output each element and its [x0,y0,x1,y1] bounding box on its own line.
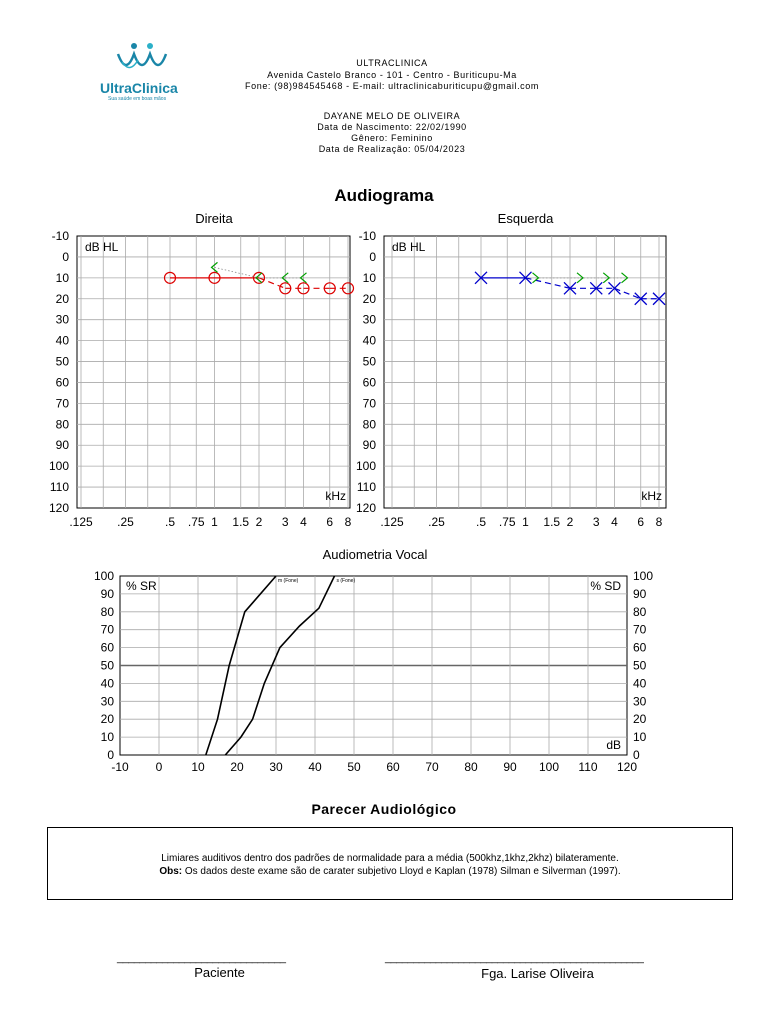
y2-tick-label: 90 [633,586,647,601]
y2-tick-label: 30 [633,694,647,709]
y-tick-label: -10 [358,229,376,243]
y2-axis-label: % SD [590,579,621,593]
x-tick-label: 8 [344,515,352,529]
x-axis-label: dB [606,738,621,752]
y-tick-label: 100 [48,459,69,474]
conclusion-obs [47,866,733,877]
obs-text: Os dados deste exame são de carater subjetivo Lloyd e Kaplan (1978) Silman e Silverman (1997). [182,866,621,877]
right-ear-audiogram [0,225,360,530]
professional-signature-label: Fga. Larise Oliveira [481,966,594,981]
y-tick-label: 40 [362,333,376,348]
y-tick-label: 70 [362,396,376,411]
y-tick-label: 50 [55,354,69,369]
y-tick-label: 80 [100,604,114,619]
y2-tick-label: 20 [633,712,647,727]
patient-signature-label: Paciente [194,965,245,980]
clinic-name: ULTRACLINICA [356,58,428,68]
y2-tick-label: 0 [633,748,640,762]
page-title: Audiograma [334,186,434,205]
x-tick-label: 1.5 [232,515,250,529]
x-tick-label: 90 [503,760,517,774]
y-tick-label: 20 [55,291,69,306]
y-tick-label: 90 [55,438,69,453]
x-tick-label: .5 [475,515,487,529]
y-tick-label: 70 [100,622,114,637]
y-tick-label: 100 [355,459,376,474]
clinic-contact: Fone: (98)984545468 - E-mail: ultraclinicaburiticupu@gmail.com [245,81,539,91]
y-tick-label: 100 [93,569,114,583]
y-tick-label: 0 [369,249,376,264]
x-tick-label: .25 [117,515,134,529]
y-tick-label: 0 [62,249,69,264]
left-ear-title: Esquerda [497,211,554,226]
exam-date: Data de Realização: 05/04/2023 [318,144,466,154]
y2-tick-label: 80 [633,604,647,619]
plot-area [77,236,350,508]
y-tick-label: 60 [55,375,69,390]
x-tick-label: 120 [616,760,638,774]
x-axis-label: kHz [641,489,662,503]
patient-name: DAYANE MELO DE OLIVEIRA [323,111,461,121]
y-tick-label: 40 [100,676,114,691]
y-tick-label: 30 [55,312,69,327]
speech-curve-label: s (Fone) [336,578,356,584]
y-axis-label: dB HL [392,240,426,254]
clinic-address: Avenida Castelo Branco - 101 - Centro - Buriticupu-Ma [267,70,517,80]
y-tick-label: 70 [55,396,69,411]
y2-tick-label: 10 [633,730,647,745]
x-tick-label: 4 [300,515,307,529]
y2-tick-label: 70 [633,622,647,637]
y2-tick-label: 50 [633,658,647,673]
x-axis-label: kHz [325,489,346,503]
y-tick-label: 0 [107,748,114,762]
clinic-logo [112,40,172,80]
x-tick-label: 6 [637,515,645,529]
x-tick-label: 40 [308,760,322,774]
x-tick-label: .75 [498,515,516,529]
x-tick-label: 110 [578,760,598,774]
y-tick-label: 80 [55,417,69,432]
x-tick-label: .75 [187,515,205,529]
x-tick-label: 2 [566,515,574,529]
conclusion-text: Limiares auditivos dentro dos padrões de normalidade para a média (500khz,1khz,2khz) bilateramente. [161,853,619,864]
x-tick-label: 30 [269,760,283,774]
x-tick-label: 3 [592,515,600,529]
y-tick-label: 60 [100,640,114,655]
y-tick-label: 20 [100,712,114,727]
patient-birth: Data de Nascimento: 22/02/1990 [317,122,467,132]
logo-tagline: Sua saúde em boas mãos [108,96,167,102]
y-tick-label: 60 [362,375,376,390]
y-tick-label: 50 [100,658,114,673]
x-tick-label: 70 [425,760,439,774]
y-tick-label: 40 [55,333,69,348]
obs-label: Obs: [159,866,183,877]
x-tick-label: 1 [522,515,529,529]
x-tick-label: -10 [111,760,129,774]
x-tick-label: 10 [191,760,205,774]
x-tick-label: .125 [380,515,404,529]
patient-gender: Gênero: Feminino [351,133,433,143]
y-tick-label: 80 [362,417,376,432]
y-tick-label: 110 [49,480,69,495]
y-tick-label: 120 [355,501,376,515]
y2-tick-label: 60 [633,640,647,655]
x-tick-label: 100 [538,760,560,774]
y-tick-label: 120 [48,501,69,515]
logo-mark-icon [112,40,172,80]
y-tick-label: 30 [100,694,114,709]
x-tick-label: .125 [69,515,93,529]
x-tick-label: 0 [155,760,163,774]
x-tick-label: 8 [655,515,663,529]
y-axis-label: dB HL [85,240,119,254]
x-tick-label: 3 [281,515,289,529]
y-tick-label: -10 [51,229,69,243]
x-tick-label: .5 [164,515,176,529]
professional-signature-line: ______________________________________________ [385,952,644,964]
x-tick-label: 1.5 [543,515,561,529]
y-tick-label: 90 [362,438,376,453]
y2-tick-label: 100 [633,569,654,583]
x-tick-label: 20 [230,760,244,774]
y-tick-label: 10 [362,270,376,285]
x-tick-label: 2 [255,515,263,529]
x-tick-label: 50 [347,760,361,774]
y2-tick-label: 40 [633,676,647,691]
y-tick-label: 30 [362,312,376,327]
y-tick-label: 50 [362,354,376,369]
speech-chart-title: Audiometria Vocal [322,547,428,562]
speech-curve-label: m (Fone) [278,578,299,584]
patient-signature-line: ______________________________ [117,952,286,964]
logo-brand: UltraClinica [100,80,178,96]
y-tick-label: 20 [362,291,376,306]
right-ear-title: Direita [195,211,233,226]
x-tick-label: 6 [326,515,334,529]
y-tick-label: 90 [100,586,114,601]
x-tick-label: 4 [611,515,618,529]
y-tick-label: 10 [100,730,114,745]
conclusion-title: Parecer Audiológico [311,801,457,817]
x-tick-label: 80 [464,760,478,774]
x-tick-label: 60 [386,760,400,774]
y-axis-label: % SR [126,579,157,593]
left-ear-audiogram [345,225,685,530]
x-tick-label: .25 [428,515,445,529]
y-tick-label: 110 [356,480,376,495]
x-tick-label: 1 [211,515,218,529]
speech-audiometry-chart [80,565,680,785]
y-tick-label: 10 [55,270,69,285]
